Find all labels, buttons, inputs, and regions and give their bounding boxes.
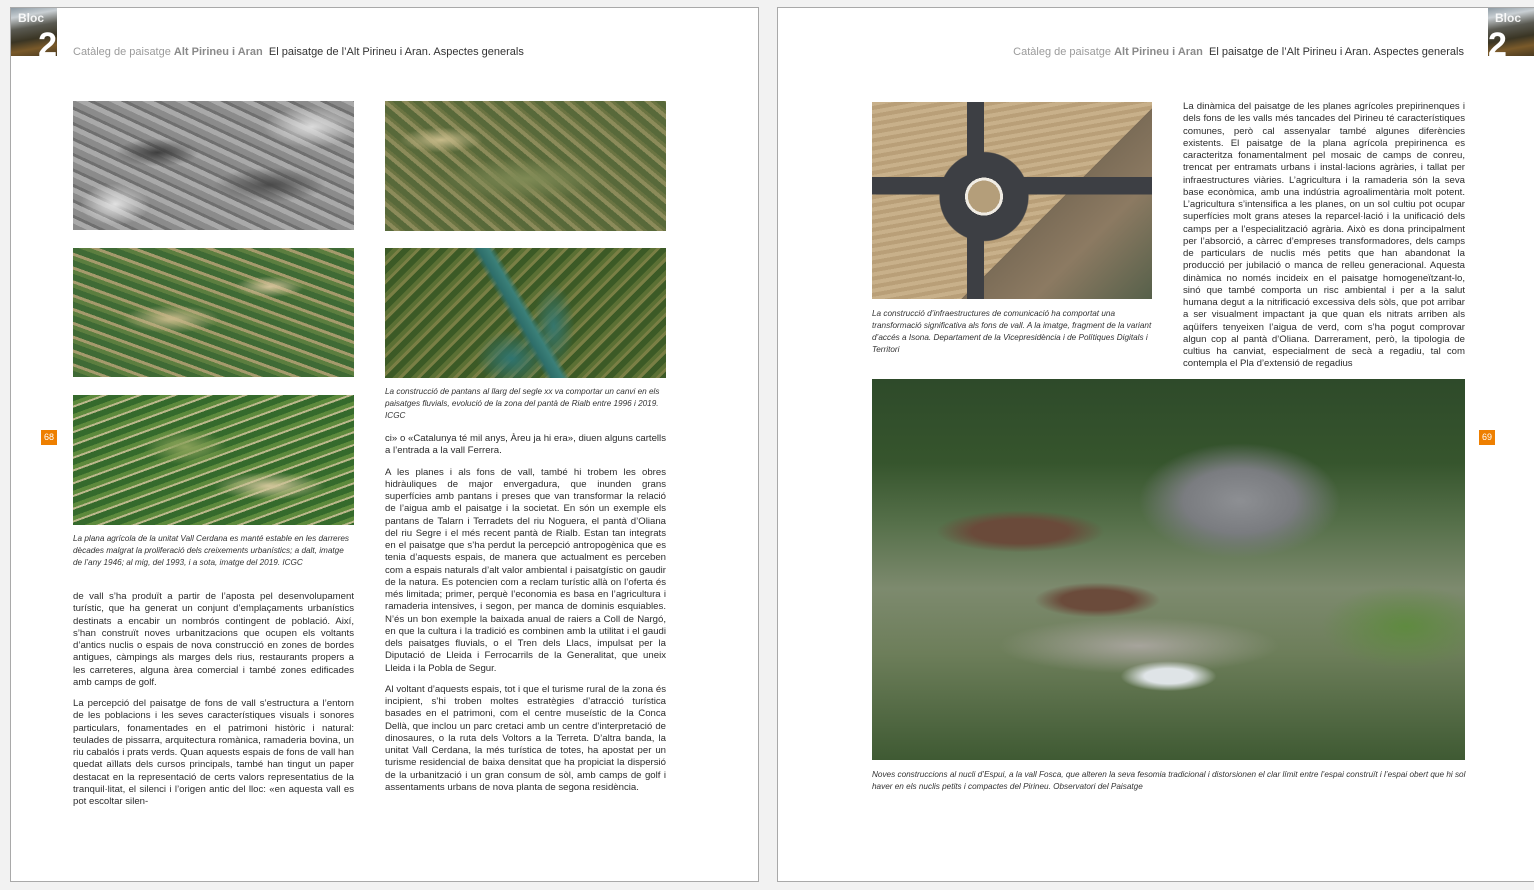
rialb-photo-1996	[385, 101, 666, 231]
aerial-photo-2019	[73, 395, 354, 525]
page-number: 69	[1479, 430, 1495, 445]
chapter-title: El paisatge de l’Alt Pirineu i Aran. Aspectes generals	[1209, 46, 1464, 58]
caption-espui: Noves construccions al nucli d’Espui, a la vall Fosca, que alteren la seva fesomia tradicional i distorsionen el clar límit entre l’espai construït i l’espai obert que hi sol haver en els nuclis petits i compactes del Pirineu. Observatori del Paisatge	[872, 770, 1466, 791]
bloc-number: 2	[1488, 26, 1507, 56]
caption-roundabout: La construcció d’infraestructures de comunicació ha comportat una transformació significativa als fons de vall. A la imatge, fragment de la variant d’accés a Isona. Departament de la Vicepresidència i de Polítiques Digitals i Territori	[872, 309, 1152, 354]
bloc-label: Bloc	[18, 11, 45, 25]
body-column-1	[73, 591, 354, 817]
aerial-photo-1993	[73, 248, 354, 377]
paragraph: de vall s’ha produït a partir de l’aposta pel desenvolupament turístic, que ha generat un conjunt d’emplaçaments urbanístics destinats a encabir un nombrós contingent de població. Així, s’han construït noves urbanitzacions que ocupen els voltants d’antics nuclis o espais de nova construcció en zones de bordes antigues, càmpings als marges dels rius, restaurants propers a les carreteres, alguna àrea comercial i també zones edificades amb camps de golf.	[73, 591, 354, 688]
catalog-label: Catàleg de paisatge	[1013, 46, 1111, 58]
paragraph: La dinàmica del paisatge de les planes agrícoles prepirinenques i dels fons de les valls més tancades del Pirineu té característiques comunes, però cal assenyalar també algunes diferències existents. El paisatge de la plana agrícola prepirinenca es caracteritza fonamentalment pel mosaic de camps de conreu, trencat per entramats urbans i instal·lacions agràries, i tallat per infraestructures viàries. L’agricultura i la ramaderia són la seva base econòmica, amb una indústria agroalimentària molt potent. L’agricultura s’intensifica a les planes, on un sol cultiu pot ocupar superfícies molt grans ateses la reparcel·lació i la unificació dels camps per a l’especialització agrària. Això es dona principalment per l’absorció, a càrrec d’empreses transformadores, dels camps de particulars de nuclis més petits que han abandonat la producció per jubilació o manca de relleu generacional. Aquesta dinàmica no només incideix en el paisatge homogeneïtzant-lo, sinó que també comporta un risc ambiental i per a la salut humana degut a la nitrificació excessiva dels sòls, que pot arribar a ser visualment impactant ja que quan els nitrats arriben als aqüífers tenyeixen l’aigua de verd, com s’ha pogut comprovar algun cop al pantà d’Oliana. Darrerament, però, la tipologia de cultius ha canviat, especialment de secà a regadiu, tal com contempla el Pla d’extensió de regadius	[1183, 101, 1465, 370]
region-label: Alt Pirineu i Aran	[173, 46, 263, 58]
page-number: 68	[41, 430, 57, 445]
chapter-title: El paisatge de l’Alt Pirineu i Aran. Aspectes generals	[268, 46, 524, 58]
body-column-2	[385, 433, 666, 803]
paragraph: La percepció del paisatge de fons de vall s’estructura a l’entorn de les poblacions i les seves característiques visuals i sonores particulars, fonamentades en el patrimoni històric i natural: teulades de pissarra, arquitectura romànica, ramaderia bovina, un riu cabalós i prats verds. Quan aquests espais de fons de vall han quedat aïllats dels cursos principals, també han tingut un paper destacat en la representació de certs valors representatius de la tranquil·litat, el silenci i l’origen antic del lloc: «en aquesta vall es pot escoltar silen-	[73, 698, 354, 807]
caption-vall-cerdana: La plana agrícola de la unitat Vall Cerdana es manté estable en les darreres dècades malgrat la proliferació dels creixements urbanístics; a dalt, imatge de l’any 1946; al mig, del 1993, i a sota, imatge del 2019. ICGC	[73, 534, 349, 567]
aerial-photo-1946	[73, 101, 354, 230]
catalog-label: Catàleg de paisatge	[73, 46, 171, 58]
bloc-badge	[1488, 8, 1534, 56]
bloc-badge	[11, 8, 57, 56]
paragraph: Al voltant d’aquests espais, tot i que el turisme rural de la zona és incipient, s’hi troben moltes estratègies d’atracció turística basades en el patrimoni, com el centre museístic de la Conca Dellà, que inclou un parc cretaci amb un centre d’interpretació de dinosaures, o la ruta dels Voltors a la Terreta. D’altra banda, la unitat Vall Cerdana, la més turística de totes, ha apostat per un turisme residencial de baixa densitat que ha propiciat la dispersió de la urbanització i un gran consum de sòl, amb camps de golf i assentaments urbans de nova planta de segona residència.	[385, 683, 666, 793]
roundabout-photo	[872, 102, 1152, 299]
paragraph: A les planes i als fons de vall, també hi trobem les obres hidràuliques de major envergadura, que inunden grans superfícies amb pantans i preses que van transformar la relació de l’aigua amb el paisatge i la societat. En són un exemple els pantans de Talarn i Terradets del riu Noguera, el pantà d’Oliana del riu Segre i el més recent pantà de Rialb. Estan tan integrats en el paisatge que s’ha perdut la percepció antropogènica que es tenia d’aquests espais, de manera que actualment es perceben com a espais naturals d’alt valor ambiental i paisatgístic on gaudir de la natura. Es potencien com a reclam turístic allà on l’oferta és més limitada; primer, perquè l’economia es basa en l’agricultura i ramaderia intensives, i segon, per manca de dominis esquiables. N’és un bon exemple la baixada anual de raiers a Coll de Nargó, en que la cultura i la tradició es combinen amb la utilitat i el gaudi dels paisatges fluvials, o el Tren dels Llacs, impulsat per la Diputació de Lleida i Ferrocarrils de la Generalitat, que uneix Lleida i la Pobla de Segur.	[385, 466, 666, 674]
running-head	[73, 46, 524, 58]
bloc-number: 2	[38, 26, 57, 56]
rialb-photo-2019	[385, 248, 666, 378]
region-label: Alt Pirineu i Aran	[1114, 46, 1203, 58]
right-page	[777, 7, 1534, 882]
bloc-label: Bloc	[1495, 11, 1522, 25]
left-page	[10, 7, 759, 882]
body-column	[1183, 101, 1465, 380]
paragraph: ci» o «Catalunya té mil anys, Àreu ja hi era», diuen alguns cartells a l’entrada a la vall Ferrera.	[385, 433, 666, 457]
running-head	[1013, 46, 1464, 58]
caption-rialb: La construcció de pantans al llarg del segle xx va comportar un canvi en els paisatges fluvials, evolució de la zona del pantà de Rialb entre 1996 i 2019. ICGC	[385, 387, 660, 420]
espui-village-photo	[872, 379, 1465, 760]
